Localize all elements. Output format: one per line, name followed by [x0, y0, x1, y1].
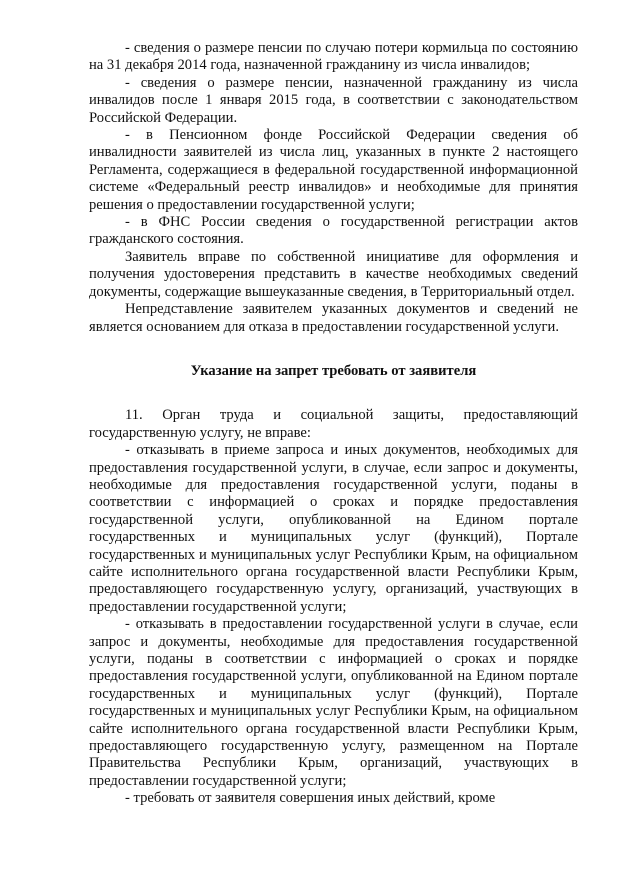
paragraph-pension-loss: - сведения о размере пенсии по случаю потери кормильца по состоянию на 31 декабря 2014 года, назначенной гражданину из числа инвалидов;: [89, 40, 578, 74]
document-page: [89, 40, 578, 808]
paragraph-applicant-right: Заявитель вправе по собственной инициативе для оформления и получения удостоверения представить в качестве необходимых сведений документы, содержащие вышеуказанные сведения, в Территориальный отдел.: [89, 248, 578, 300]
paragraph-fns: - в ФНС России сведения о государственной регистрации актов гражданского состояния.: [89, 214, 578, 248]
section-heading: Указание на запрет требовать от заявителя: [190, 362, 477, 379]
paragraph-refuse-acceptance: - отказывать в приеме запроса и иных документов, необходимых для предоставления государственной услуги, в случае, если запрос и документы, необходимые для предоставления государственной услуги, поданы в соответствии с информацией о сроках и порядке предоставления государственной услуги, опубликованной на Едином портале государственных и муниципальных услуг (функций), Портале государственных и муниципальных услуг Республики Крым, на официальном сайте исполнительного органа государственной власти Республики Крым, предоставляющего государственную услугу, организаций, участвующих в предоставлении государственной услуги;: [89, 442, 578, 615]
paragraph-refuse-provision: - отказывать в предоставлении государственной услуги в случае, если запрос и документы, необходимые для предоставления государственной услуги, поданы в соответствии с информацией о сроках и порядке предоставления государственной услуги, опубликованной на Едином портале государственных и муниципальных услуг (функций), Портале государственных и муниципальных услуг Республики Крым, на официальном сайте исполнительного органа государственной власти Республики Крым, предоставляющего государственную услугу, размещенном на Портале Правительства Республики Крым, организаций, участвующих в предоставлении государственной услуги;: [89, 616, 578, 789]
paragraph-pension-after-2015: - сведения о размере пенсии, назначенной гражданину из числа инвалидов после 1 января 2015 года, в соответствии с законодательством Российской Федерации.: [89, 74, 578, 126]
paragraph-item-11: 11. Орган труда и социальной защиты, предоставляющий государственную услугу, не вправе:: [89, 407, 578, 441]
paragraph-require-actions: - требовать от заявителя совершения иных действий, кроме: [125, 790, 496, 807]
paragraph-non-submission: Непредставление заявителем указанных документов и сведений не является основанием для отказа в предоставлении государственной услуги.: [89, 301, 578, 335]
paragraph-pension-fund: - в Пенсионном фонде Российской Федерации сведения об инвалидности заявителей из числа лиц, указанных в пункте 2 настоящего Регламента, содержащиеся в федеральной государственной информационной системе «Федеральный реестр инвалидов» и необходимые для принятия решения о предоставлении государственной услуги;: [89, 127, 578, 213]
